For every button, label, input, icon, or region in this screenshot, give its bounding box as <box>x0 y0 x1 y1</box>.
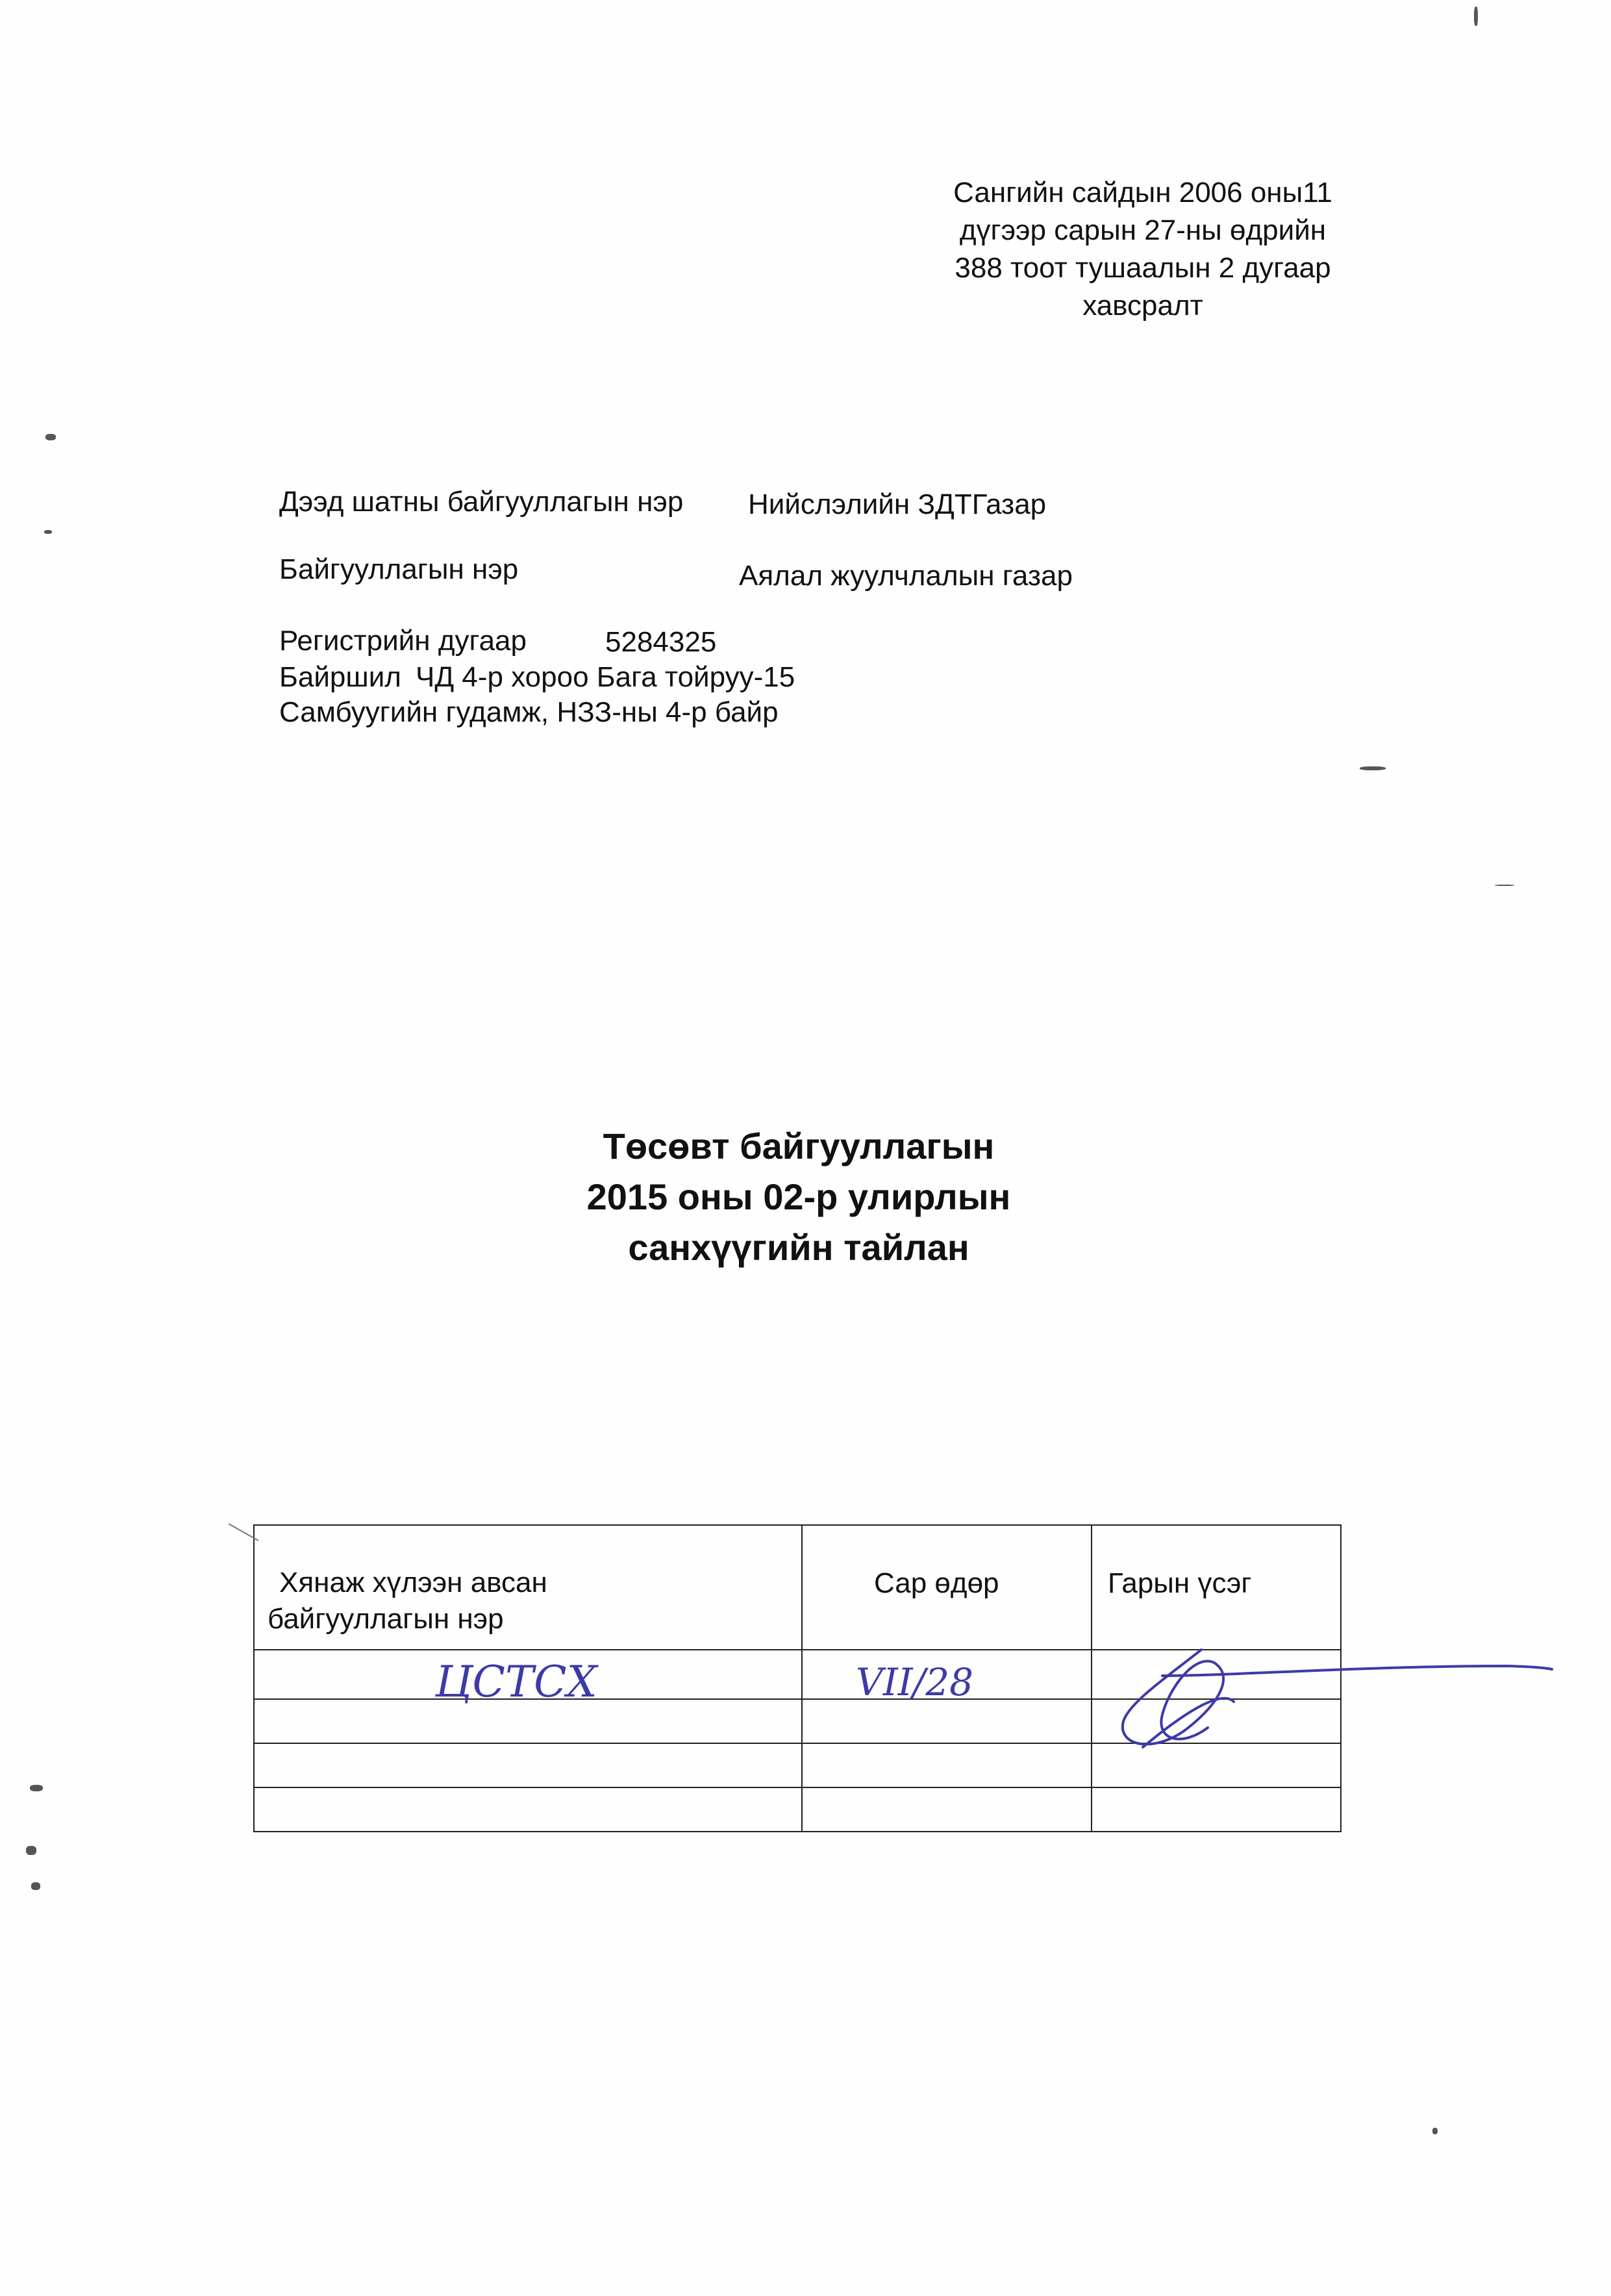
header-signature-label: Гарын үсэг <box>1108 1567 1252 1599</box>
annex-line: дүгээр сарын 27-ны өдрийн <box>959 214 1327 246</box>
header-org-line1: Хянаж хүлээн авсан <box>279 1567 547 1598</box>
scan-speck <box>31 1882 40 1890</box>
handwritten-date: VII/28 <box>856 1660 974 1704</box>
scan-speck <box>1474 6 1478 26</box>
location-label: Байршил <box>279 661 401 693</box>
scan-speck <box>1360 766 1386 770</box>
scan-speck <box>1495 885 1514 886</box>
report-title-line: 2015 оны 02-р улирлын <box>586 1176 1011 1217</box>
row-signature-cell[interactable] <box>1092 1699 1341 1743</box>
header-org-line2: байгууллагын нэр <box>268 1603 504 1635</box>
row-org-cell[interactable] <box>254 1787 802 1832</box>
table-row <box>254 1650 1341 1699</box>
parent-org-label: Дээд шатны байгууллагын нэр <box>279 486 684 518</box>
row-date-cell[interactable] <box>802 1699 1092 1743</box>
registration-value: 5284325 <box>605 626 717 658</box>
table-header-row <box>254 1525 1341 1650</box>
row-org-cell[interactable] <box>254 1650 802 1699</box>
org-name-label: Байгууллагын нэр <box>279 553 519 585</box>
report-title-line: Төсөвт байгууллагын <box>603 1126 995 1167</box>
handwritten-org: ЦСТСХ <box>435 1657 597 1707</box>
row-signature-cell[interactable] <box>1092 1787 1341 1832</box>
header-signature <box>1092 1525 1341 1650</box>
row-org-cell[interactable] <box>254 1743 802 1787</box>
header-date-label: Сар өдөр <box>874 1567 999 1599</box>
report-title-line: санхүүгийн тайлан <box>628 1227 969 1268</box>
scan-speck <box>1432 2128 1438 2134</box>
scan-speck <box>30 1785 43 1791</box>
scan-speck <box>26 1846 36 1855</box>
location-value: ЧД 4-р хороо Бага тойруу-15 <box>416 661 795 693</box>
header-org <box>254 1525 802 1650</box>
annex-line: хавсралт <box>1082 290 1203 322</box>
table-row <box>254 1699 1341 1743</box>
annex-line: Сангийн сайдын 2006 оны11 <box>953 177 1332 208</box>
table-row <box>254 1743 1341 1787</box>
annex-line: 388 тоот тушаалын 2 дугаар <box>955 252 1331 284</box>
row-date-cell[interactable] <box>802 1743 1092 1787</box>
parent-org-value: Нийслэлийн ЗДТГазар <box>748 488 1047 520</box>
row-signature-cell[interactable] <box>1092 1650 1341 1699</box>
row-date-cell[interactable] <box>802 1650 1092 1699</box>
approval-table <box>253 1524 1342 1832</box>
report-title <box>493 1121 1104 1273</box>
table-row <box>254 1787 1341 1832</box>
row-signature-cell[interactable] <box>1092 1743 1341 1787</box>
row-date-cell[interactable] <box>802 1787 1092 1832</box>
org-name-value: Аялал жуулчлалын газар <box>739 560 1073 592</box>
annex-reference <box>922 174 1364 325</box>
registration-label: Регистрийн дугаар <box>279 625 527 657</box>
scan-speck <box>45 434 56 440</box>
header-date <box>802 1525 1092 1650</box>
row-org-cell[interactable] <box>254 1699 802 1743</box>
scan-speck <box>44 530 52 534</box>
location-value-line2: Самбуугийн гудамж, НЗЗ-ны 4-р байр <box>279 696 779 728</box>
